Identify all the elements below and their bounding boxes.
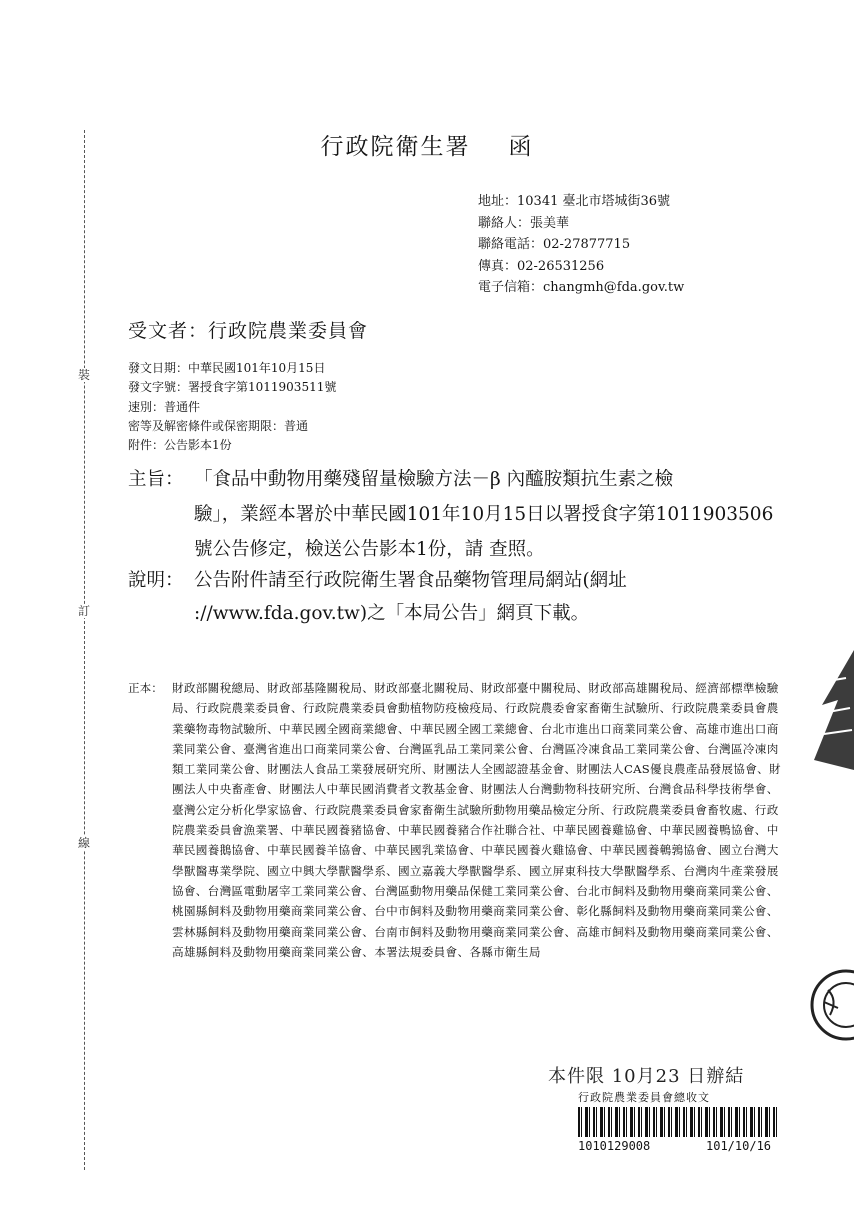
contact-address: 地址：10341 臺北市塔城街36號 <box>478 194 671 209</box>
partial-seal-stamp <box>794 960 854 1050</box>
binding-mark-zhuang: 裝 <box>78 368 91 382</box>
contact-phone: 聯絡電話：02-27877715 <box>478 237 631 252</box>
attachment: 附件：公告影本1份 <box>128 438 232 453</box>
explanation-line-2: ://www.fda.gov.tw)之「本局公告」網頁下載。 <box>194 603 590 624</box>
binding-mark-xian: 線 <box>78 836 91 850</box>
receipt-title: 行政院農業委員會總收文 <box>578 1091 710 1104</box>
cc-section <box>128 678 782 962</box>
subject-section <box>128 462 774 567</box>
meta-block <box>128 359 336 455</box>
contact-fax: 傳真：02-26531256 <box>478 258 605 274</box>
explanation-label: 說明： <box>128 570 184 591</box>
speed-class: 速別：普通件 <box>128 399 201 414</box>
issue-date: 發文日期：中華民國101年10月15日 <box>128 361 326 375</box>
binding-mark-ding: 訂 <box>78 604 91 618</box>
barcode <box>578 1107 778 1137</box>
document-type: 函 <box>508 134 534 160</box>
document-title <box>0 128 854 161</box>
issuing-org: 行政院衛生署 <box>320 134 471 160</box>
document-number: 發文字號：署授食字第1011903511號 <box>128 380 337 395</box>
subject-line-3: 號公告修定，檢送公告影本1份，請 查照。 <box>194 539 545 560</box>
subject-line-2: 驗」，業經本署於中華民國101年10月15日以署授食字第1011903506 <box>194 504 774 525</box>
receipt-stamp <box>570 1087 790 1157</box>
explanation-section <box>128 564 627 630</box>
subject-label: 主旨： <box>128 469 184 490</box>
contact-email: 電子信箱：changmh@fda.gov.tw <box>478 280 685 295</box>
contact-person: 聯絡人：張美華 <box>478 215 570 231</box>
deadline-stamp: 本件限 10月23 日辦結 <box>548 1066 745 1087</box>
partial-seal-mark <box>794 650 854 770</box>
cc-recipients: 財政部關稅總局、財政部基隆關稅局、財政部臺北關稅局、財政部臺中關稅局、財政部高雄關稅局、經濟部標準檢驗局、行政院農業委員會、行政院農業委員會動植物防疫檢疫局、行政院農委會家畜衛生試驗所、行政院農業委員會農業藥物毒物試驗所、中華民國全國商業總會、中華民國全國工業總會、台北市進出口商業同業公會、高雄市進出口商業同業公會、臺灣省進出口商業同業公會、台灣區乳品工業同業公會、台灣區冷凍食品工業同業公會、台灣區冷凍肉類工業同業公會、財團法人食品工業發展研究所、財團法人全國認證基金會、財團法人CAS優良農產品發展協會、財團法人中央畜產會、財團法人中華民國消費者文教基金會、財團法人台灣動物科技研究所、台灣食品科學技術學會、臺灣公定分析化學家協會、行政院農業委員會家畜衛生試驗所動物用藥品檢定分所、行政院農業委員會畜牧處、行政院農業委員會漁業署、中華民國養豬協會、中華民國養豬合作社聯合社、中華民國養雞協會、中華民國養鴨協會、中華民國養鵝協會、中華民國養羊協會、中華民國乳業協會、中華民國養火雞協會、中華民國養鵪鶉協會、國立台灣大學獸醫專業學院、國立中興大學獸醫學系、國立嘉義大學獸醫學系、國立屏東科技大學獸醫學系、台灣肉牛產業發展協會、台灣區電動屠宰工業同業公會、台灣區動物用藥品保健工業同業公會、台北市飼料及動物用藥商業同業公會、桃園縣飼料及動物用藥商業同業公會、台中市飼料及動物用藥商業同業公會、彰化縣飼料及動物用藥商業同業公會、雲林縣飼料及動物用藥商業同業公會、台南市飼料及動物用藥商業同業公會、高雄市飼料及動物用藥商業同業公會、高雄縣飼料及動物用藥商業同業公會、本署法規委員會、各縣市衛生局 <box>172 681 781 959</box>
security-level: 密等及解密條件或保密期限：普通 <box>128 418 309 433</box>
cc-label: 正本： <box>128 681 163 695</box>
receipt-number: 1010129008 <box>578 1139 651 1153</box>
binding-line <box>84 130 93 1170</box>
contact-block <box>478 191 684 299</box>
subject-line-1: 「食品中動物用藥殘留量檢驗方法－β 內醯胺類抗生素之檢 <box>194 469 674 490</box>
recipient: 受文者：行政院農業委員會 <box>128 320 369 342</box>
explanation-line-1: 公告附件請至行政院衛生署食品藥物管理局網站(網址 <box>194 570 627 591</box>
receipt-date: 101/10/16 <box>706 1139 772 1153</box>
